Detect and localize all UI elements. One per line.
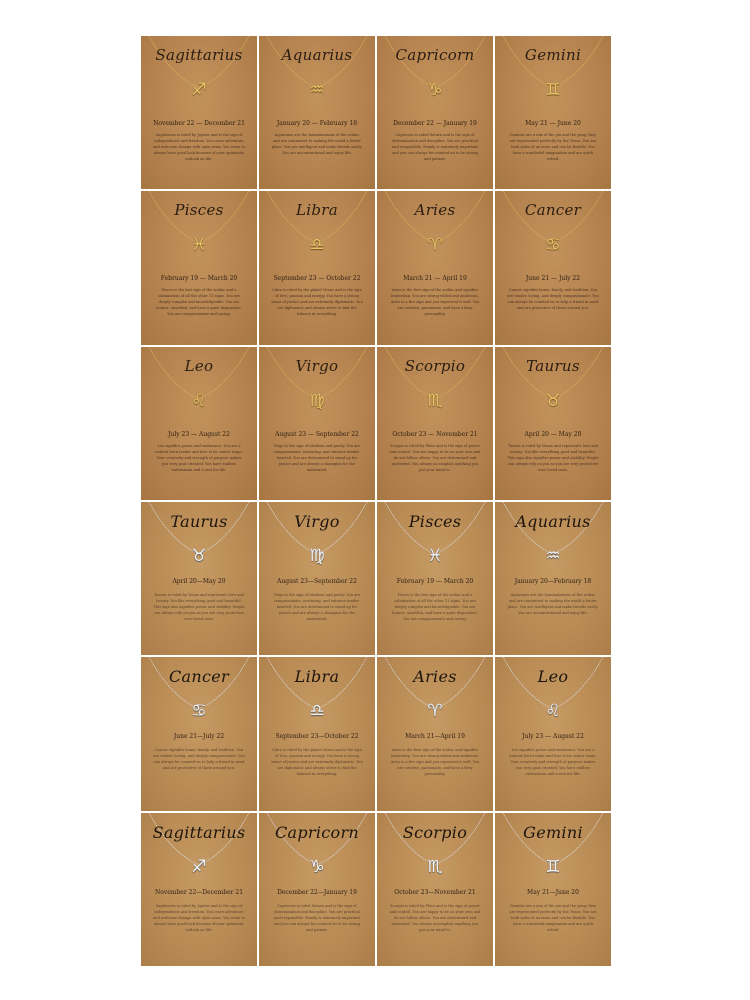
sign-description: Libra is ruled by the planet Venus and is the sign of love, passion and energy. You have a strong sense of justice and are extremely diplomatic. You are diplomatic and always strive to find the balance in everything. [271, 748, 363, 777]
sign-dates: November 22—December 21 [154, 888, 244, 896]
zodiac-card-leo [141, 347, 257, 500]
sign-description: Scorpio is ruled by Pluto and is the sign of power and control. You are happy to be on your own and do not follow others. You are determined and motivated. You always accomplish anything you put your mind to. [389, 443, 481, 472]
sign-description: Leo signifies power and endurance. You are a natural born leader and love to be center stage. Your creativity and strength of purpose makes you very goal oriented. You have endless enthusiasm and a zest for life. [509, 748, 597, 777]
zodiac-card-cancer [495, 191, 611, 344]
sign-dates: July 23 — August 22 [522, 733, 584, 741]
zodiac-card-cancer [141, 657, 257, 810]
sign-dates: January 20 — February 18 [276, 120, 358, 127]
sign-name: Aries [413, 667, 457, 687]
zodiac-pendant-icon: ♌ [191, 390, 207, 411]
sign-description: Cancer signifies home, family, and tradition. You are tender, loving, and deeply compassionate. You can always be counted on to help a friend in need and are protective of those around you. [507, 288, 599, 311]
sign-description: Sagittarius is ruled by Jupiter and is the sign of independence and freedom. You crave adventure and welcome change with open arms. You seem to always have good luck because of your optimistic outlook on life. [153, 903, 245, 932]
zodiac-card-gemini [495, 813, 611, 966]
zodiac-pendant-icon: ♋ [191, 701, 207, 722]
sign-dates: May 21 — June 20 [525, 120, 581, 127]
zodiac-card-taurus [495, 347, 611, 500]
sign-dates: September 23—October 22 [275, 733, 359, 741]
zodiac-pendant-icon: ♏ [427, 390, 443, 411]
sign-description: Aquarians are the humanitarians of the zodiac and are committed to making the world a better place. You are intelligent and make friends easily. You are unconventional and enjoy life. [271, 133, 363, 155]
zodiac-pendant-icon: ♐ [191, 856, 207, 877]
zodiac-card-pisces [141, 191, 257, 344]
sign-dates: February 19 — March 20 [396, 577, 474, 585]
zodiac-pendant-icon: ♋ [545, 235, 561, 256]
sign-dates: September 23 — October 22 [273, 275, 361, 283]
sign-dates: June 21 — July 22 [525, 275, 581, 283]
zodiac-pendant-icon: ♎ [309, 701, 325, 722]
sign-name: Libra [296, 201, 338, 220]
sign-name: Aquarius [281, 46, 353, 64]
zodiac-card-leo [495, 657, 611, 810]
zodiac-pendant-icon: ♍ [309, 390, 325, 411]
zodiac-pendant-icon: ♓ [427, 545, 443, 566]
sign-description: Aries is the first sign of the zodiac and signifies leadership. You are strong-willed and ambitious. Aries is a fire sign and you represent it well. You are creative, passionate, and have a fiery personality. [390, 748, 480, 777]
zodiac-card-virgo [259, 347, 375, 500]
sign-description: Taurus is ruled by Venus and represents love and beauty. You like everything good and beautiful. This sign also signifies power and stability. People can always rely on you as you are very protective over loved ones. [153, 592, 245, 621]
zodiac-card-libra [259, 657, 375, 810]
sign-dates: October 23—November 21 [394, 888, 476, 896]
sign-description: Aries is the first sign of the zodiac and signifies leadership. You are strong-willed and ambitious. Aries is a fire sign and you represent it well. You are creative, passionate, and have a fiery personality. [390, 288, 480, 317]
zodiac-card-aries [377, 191, 493, 344]
zodiac-pendant-icon: ♑ [309, 856, 325, 877]
zodiac-card-gemini [495, 36, 611, 189]
sign-name: Scorpio [404, 356, 466, 375]
zodiac-pendant-icon: ♒ [309, 80, 325, 100]
sign-dates: January 20—February 18 [514, 577, 592, 585]
sign-name: Sagittarius [155, 46, 243, 64]
zodiac-pendant-icon: ♓ [191, 235, 207, 256]
zodiac-pendant-icon: ♑ [427, 80, 443, 100]
zodiac-card-scorpio [377, 813, 493, 966]
sign-description: Cancer signifies home, family, and tradition. You are tender, loving, and deeply compassionate. You can always be counted on to help a friend in need and are protective of those around you. [153, 748, 245, 771]
zodiac-pendant-icon: ♍ [309, 545, 325, 566]
sign-name: Pisces [408, 511, 462, 531]
zodiac-card-libra [259, 191, 375, 344]
zodiac-pendant-icon: ♉ [545, 390, 561, 411]
sign-description: Taurus is ruled by Venus and represents love and beauty. You like everything good and beautiful. This sign also signifies power and stability. People can always rely on you as you are very protective over loved ones. [507, 443, 599, 472]
sign-description: Geminis are a mix of the yin and the yang; they are represented perfectly by the Twins. You are both sides of an issue and can be flexible. You have a wonderful imagination and are quick witted. [509, 133, 597, 161]
sign-description: Virgo is the sign of idealism and purity. You are compassionate, nurturing, and extreme tender-hearted. You are determined to stand up for justice and are always a champion for the mistreated. [273, 592, 361, 621]
sign-description: Capricorn is ruled Saturn and is the sign of determination and discipline. You are practical and responsible. Family is extremely important and you can always be counted on to be strong and patient. [391, 133, 478, 161]
zodiac-card-sagittarius [141, 36, 257, 189]
sign-dates: December 22 — January 19 [393, 120, 477, 127]
sign-description: Aquarians are the humanitarians of the zodiac and are committed to making the world a better place. You are intelligent and make friends easily. You are unconventional and enjoy life. [507, 592, 599, 615]
sign-dates: June 21—July 22 [173, 733, 225, 741]
sign-dates: February 19 — March 20 [160, 275, 238, 283]
zodiac-card-capricorn [377, 36, 493, 189]
zodiac-pendant-icon: ♒ [545, 545, 561, 566]
sign-dates: March 21 — April 19 [403, 275, 467, 283]
sign-name: Leo [537, 667, 569, 687]
sign-description: Capricorn is ruled Saturn and is the sign of determination and discipline. You are practical and responsible. Family is extremely important and you can always be counted on to be strong and patient. [273, 903, 360, 932]
sign-name: Scorpio [402, 822, 468, 842]
zodiac-pendant-icon: ♊ [545, 856, 561, 877]
sign-name: Gemini [523, 822, 583, 842]
zodiac-card-aquarius [259, 36, 375, 189]
sign-name: Gemini [524, 46, 582, 64]
sign-dates: March 21—April 19 [405, 733, 465, 741]
sign-name: Taurus [170, 511, 228, 531]
sign-description: Pisces is the last sign of the zodiac and a culmination of all the other 11 signs. You are deeply complex and knowledgeable. You are honest, unselfish, and have a quiet disposition. You are compassionate and caring. [156, 288, 242, 317]
zodiac-card-aries [377, 657, 493, 810]
zodiac-pendant-icon: ♎ [309, 235, 325, 256]
zodiac-card-pisces [377, 502, 493, 655]
sign-name: Pisces [174, 201, 224, 220]
sign-dates: November 22 — December 21 [153, 120, 245, 127]
zodiac-card-sagittarius [141, 813, 257, 966]
sign-description: Libra is ruled by the planet Venus and is the sign of love, passion and energy. You have a strong sense of justice and are extremely diplomatic. You are diplomatic and always strive to find the balance in everything. [271, 288, 363, 317]
zodiac-card-aquarius [495, 502, 611, 655]
zodiac-pendant-icon: ♈ [427, 235, 443, 256]
zodiac-card-capricorn [259, 813, 375, 966]
sign-dates: July 23 — August 22 [168, 430, 230, 438]
sign-description: Pisces is the last sign of the zodiac and a culmination of all the other 11 signs. You are deeply complex and knowledgeable. You are honest, unselfish, and have a quiet disposition. You are compassionate and caring. [392, 592, 478, 621]
zodiac-pendant-icon: ♊ [545, 80, 561, 100]
zodiac-pendant-icon: ♐ [191, 80, 207, 100]
sign-name: Libra [294, 667, 340, 687]
sign-dates: May 21—June 20 [527, 888, 579, 896]
sign-name: Aquarius [515, 511, 591, 531]
sign-dates: August 23 — September 22 [275, 430, 359, 438]
sign-description: Geminis are a mix of the yin and the yang; they are represented perfectly by the Twins. You are both sides of an issue and can be flexible. You have a wonderful imagination and are quick witted. [509, 903, 597, 932]
zodiac-pendant-icon: ♉ [191, 545, 207, 566]
sign-description: Leo signifies power and endurance. You are a natural born leader and love to be center stage. Your creativity and strength of purpose makes you very goal oriented. You have endless enthusiasm and a zest for life. [155, 443, 243, 472]
zodiac-card-taurus [141, 502, 257, 655]
zodiac-card-virgo [259, 502, 375, 655]
sign-description: Scorpio is ruled by Pluto and is the sign of power and control. You are happy to be on your own and do not follow others. You are determined and motivated. You always accomplish anything you put your mind to. [389, 903, 481, 932]
sign-description: Sagittarius is ruled by Jupiter and is the sign of independence and freedom. You crave adventure and welcome change with open arms. You seem to always have good luck because of your optimistic outlook on life. [153, 133, 245, 161]
sign-name: Virgo [294, 511, 340, 531]
sign-name: Capricorn [274, 822, 360, 842]
zodiac-card-scorpio [377, 347, 493, 500]
zodiac-pendant-icon: ♈ [427, 701, 443, 722]
sign-name: Capricorn [395, 46, 475, 64]
sign-name: Cancer [524, 201, 582, 220]
sign-name: Cancer [169, 667, 229, 687]
sign-name: Aries [414, 201, 456, 220]
sign-dates: April 20 — May 20 [524, 430, 582, 438]
sign-dates: April 20—May 20 [172, 577, 226, 585]
sign-dates: August 23—September 22 [277, 577, 357, 585]
sign-name: Virgo [295, 356, 339, 375]
zodiac-pendant-icon: ♏ [427, 856, 443, 877]
zodiac-card-grid [141, 36, 611, 966]
sign-dates: October 23 — November 21 [392, 430, 478, 438]
zodiac-pendant-icon: ♌ [545, 701, 561, 722]
sign-name: Taurus [526, 356, 580, 375]
sign-name: Leo [184, 356, 214, 375]
sign-dates: December 22—January 19 [277, 888, 357, 896]
sign-description: Virgo is the sign of idealism and purity. You are compassionate, nurturing, and extreme tender-hearted. You are determined to stand up for justice and are always a champion for the mistreated. [273, 443, 361, 472]
sign-name: Sagittarius [152, 822, 246, 842]
